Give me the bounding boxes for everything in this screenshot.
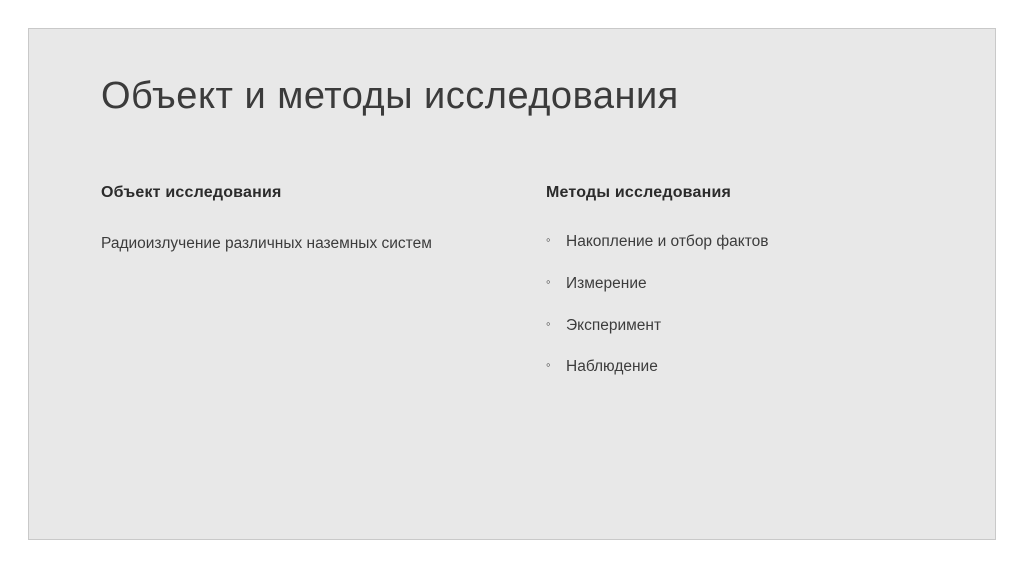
slide-canvas [28, 28, 996, 540]
list-item-label: Измерение [566, 274, 647, 292]
page-title: Объект и методы исследования [101, 75, 679, 117]
list-item-label: Эксперимент [566, 316, 662, 334]
list-item-label: Наблюдение [566, 358, 658, 376]
list-item [546, 230, 931, 255]
list-item-label: Накопление и отбор фактов [566, 233, 769, 250]
bullet-icon: ◦ [546, 273, 551, 289]
object-column-heading: Объект исследования [101, 184, 282, 201]
list-item [546, 272, 931, 297]
object-column [101, 184, 486, 397]
methods-list [546, 230, 931, 380]
methods-column [546, 184, 931, 397]
content-columns [101, 184, 931, 397]
bullet-icon: ◦ [546, 357, 551, 373]
list-item [546, 355, 931, 380]
bullet-icon: ◦ [546, 315, 551, 331]
object-column-text: Радиоизлучение различных наземных систем [101, 235, 432, 252]
list-item [546, 314, 931, 339]
bullet-icon: ◦ [546, 232, 551, 247]
methods-column-heading: Методы исследования [546, 184, 732, 201]
